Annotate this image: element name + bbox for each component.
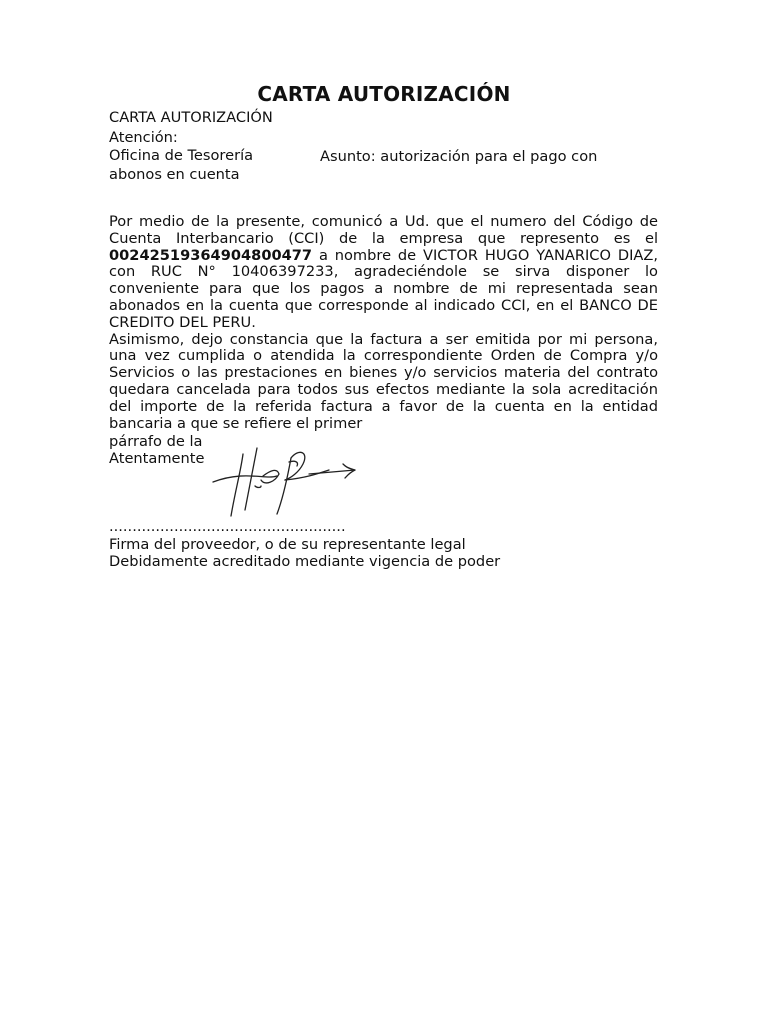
- paragraph-2-tail: párrafo de la: [109, 433, 203, 450]
- paragraph-1-start: Por medio de la presente, comunicó a Ud. que el numero del Código de Cuenta Interbancario (CCI) de la empresa que represento es el: [109, 213, 658, 247]
- office-name: Oficina de Tesorería: [109, 147, 254, 164]
- attention-label: Atención:: [109, 129, 178, 146]
- signature-block: [109, 518, 500, 571]
- signature-dotted-line: ...................................................: [109, 518, 346, 535]
- closing-block: [109, 434, 205, 468]
- paragraph-1-end: a nombre de VICTOR HUGO YANARICO DIAZ, con RUC N° 10406397233, agradeciéndole se sirva disponer lo conveniente para que los pagos a nombre de mi representada sean abonados en la cuenta que corresponde al indicado CCI, en el BANCO DE CREDITO DEL PERU.: [109, 246, 658, 331]
- paragraph-1: [109, 214, 658, 332]
- signer-note: Debidamente acreditado mediante vigencia de poder: [109, 553, 501, 570]
- paragraph-2: Asimismo, dejo constancia que la factura a ser emitida por mi persona, una vez cumplida o atendida la correspondiente Orden de Compra y/o Servicios o las prestaciones en bienes y/o servicios materia del contrato quedara cancelada para todos sus efectos mediante la sola acreditación del importe de la referida factura a favor de la cuenta en la entidad bancaria a que se refiere el primer: [109, 330, 658, 432]
- closing-salutation: Atentamente: [109, 449, 205, 467]
- handwritten-signature: [205, 440, 375, 522]
- subject-line: Asunto: autorización para el pago con: [320, 148, 598, 165]
- signer-label: Firma del proveedor, o de su representante legal: [109, 535, 466, 553]
- document-title: CARTA AUTORIZACIÓN: [257, 82, 511, 106]
- document-subtitle: CARTA AUTORIZACIÓN: [109, 109, 273, 126]
- cci-number: 00242519364904800477: [109, 246, 313, 264]
- subject-continuation: abonos en cuenta: [109, 166, 240, 183]
- letter-body: [109, 214, 658, 432]
